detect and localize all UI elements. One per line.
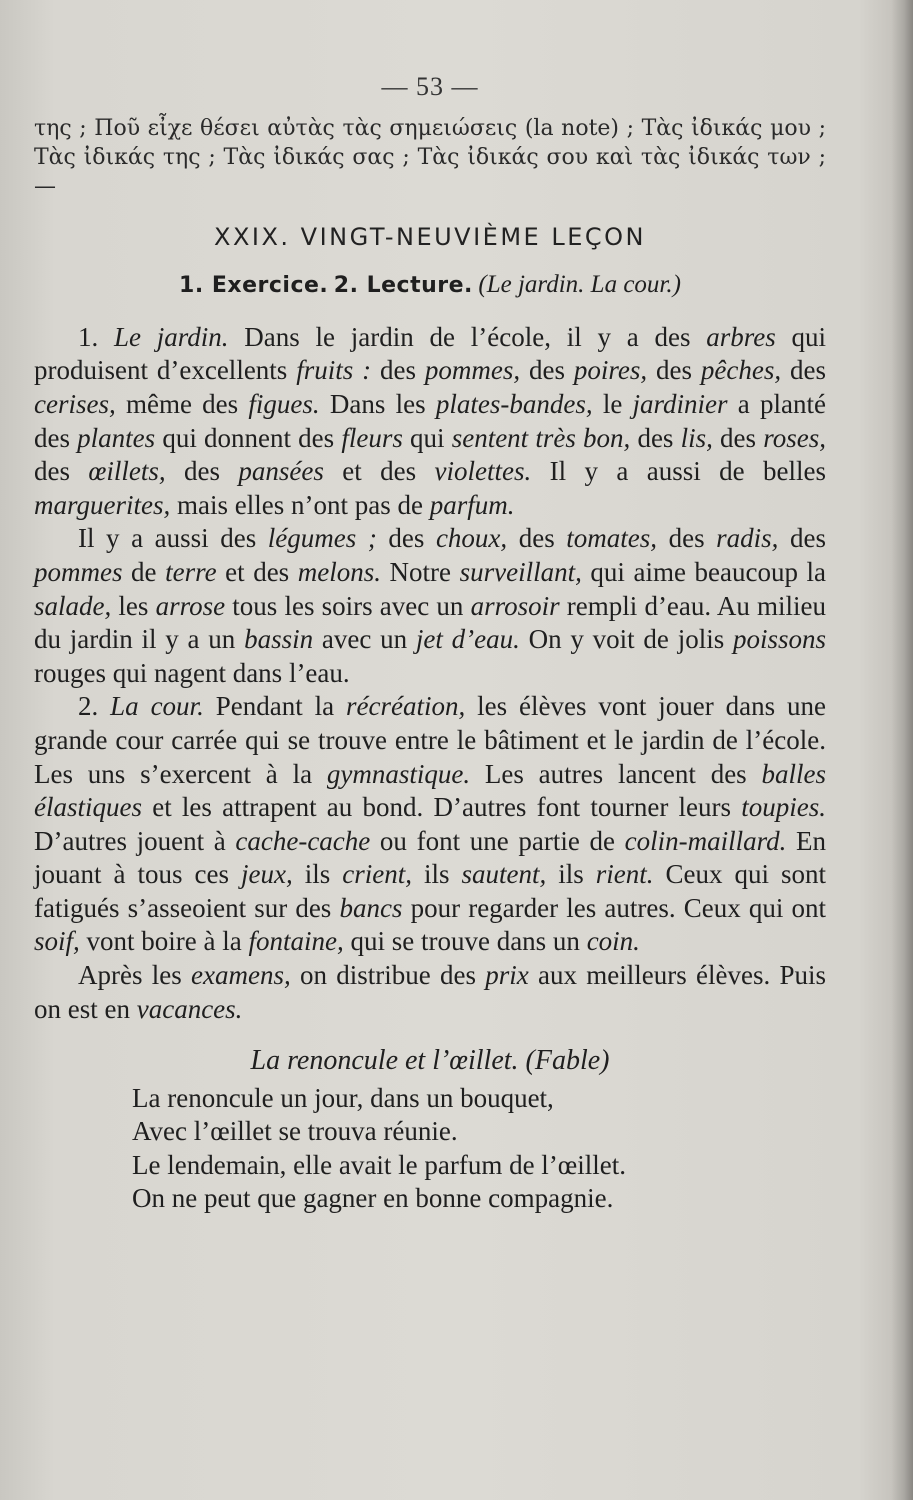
vocab-term: marguerites,: [34, 489, 171, 520]
vocab-term: plantes: [77, 422, 156, 453]
paragraph-number: 2.: [78, 691, 111, 722]
vocab-term: roses,: [763, 422, 826, 453]
body-text: D’autres jouent à: [34, 825, 236, 856]
vocab-term: jardinier: [632, 388, 728, 419]
body-text: ou font une partie de: [370, 825, 625, 856]
vocab-term: La cour.: [110, 691, 204, 722]
body-text: et les attrapent au bond. D’autres font tourner leurs: [142, 792, 742, 823]
vocab-term: récréation,: [346, 691, 466, 722]
vocab-term: toupies.: [741, 792, 826, 823]
body-text: des: [712, 422, 764, 453]
body-text: rempli d’eau. Au milieu du jardin il y a un: [34, 590, 826, 655]
body-text: ils: [411, 859, 462, 890]
vocab-term: fleurs: [341, 422, 403, 453]
paragraph-legumes: [34, 522, 826, 690]
paragraph-vacances: [34, 959, 826, 1026]
body-text: aux meilleurs élèves. Puis on est en: [34, 960, 826, 1024]
body-text: des: [778, 523, 826, 554]
vocab-term: bancs: [339, 892, 403, 923]
body-text: même des: [115, 388, 249, 419]
body-text: et des: [323, 456, 435, 487]
body-text: des: [630, 422, 681, 453]
vocab-term: jeux,: [240, 859, 293, 890]
vocab-term: arrosoir: [470, 590, 560, 621]
body-text: qui aime beaucoup la: [581, 556, 826, 587]
vocab-term: fruits :: [296, 355, 372, 386]
body-text: des: [165, 456, 239, 487]
vocab-term: salade,: [34, 590, 112, 621]
body-text: mais elles n’ont pas de: [170, 489, 430, 520]
body-text: des: [647, 355, 701, 386]
vocab-term: prix: [485, 960, 529, 991]
paragraph-jardin: [34, 321, 826, 523]
vocab-term: vacances.: [136, 993, 243, 1024]
body-text: le: [592, 388, 633, 419]
vocab-term: pêches,: [700, 355, 782, 386]
body-text: Les autres lancent des: [470, 758, 762, 789]
paragraph-number: 1.: [78, 321, 115, 352]
body-text: qui: [402, 422, 452, 453]
verse-line: On ne peut que gagner en bonne compagnie.: [132, 1183, 614, 1214]
vocab-term: plates-bandes,: [435, 388, 593, 419]
exercise-label: 1. Exercice.: [179, 273, 329, 299]
body-text: Il y a aussi des: [78, 523, 268, 554]
body-text: des: [507, 523, 567, 554]
page-content: [34, 70, 826, 1216]
exercise-line: [34, 268, 826, 303]
vocab-term: poissons: [732, 624, 826, 655]
vocab-term: figues.: [248, 388, 320, 419]
vocab-term: tomates,: [566, 523, 658, 554]
page-number: — 53 —: [381, 72, 479, 101]
body-text: rouges qui nagent dans l’eau.: [34, 657, 350, 688]
vocab-term: melons.: [297, 556, 381, 587]
page-edge-shadow: [891, 0, 913, 1500]
body-text: ils: [546, 859, 596, 890]
fable-title: La renoncule et l’œillet. (Fable): [250, 1045, 610, 1077]
body-text: avec un: [313, 624, 416, 655]
body-text: qui produisent d’excellents: [34, 321, 826, 386]
vocab-term: surveillant,: [459, 556, 582, 587]
vocab-term: œillets,: [88, 456, 166, 487]
vocab-term: arrose: [155, 590, 226, 621]
vocab-term: parfum.: [429, 489, 515, 520]
lesson-title: XXIX. VINGT-NEUVIÈME LEÇON: [214, 222, 646, 251]
body-text: En jouant à tous ces: [34, 825, 826, 890]
vocab-term: jet d’eau.: [415, 624, 520, 655]
body-text: vont boire à la: [79, 926, 249, 957]
vocab-term: gymnastique.: [326, 758, 471, 789]
vocab-term: poires,: [573, 355, 648, 386]
vocab-term: cerises,: [34, 388, 116, 419]
vocab-term: balles élastiques: [34, 758, 826, 823]
lecture-subtitle: (Le jardin. La cour.): [478, 271, 681, 299]
verse-line: Avec l’œillet se trouva réunie.: [132, 1116, 458, 1147]
vocab-term: radis,: [716, 523, 779, 554]
body-text: des: [781, 355, 826, 386]
vocab-term: choux,: [435, 523, 508, 554]
lecture-label: 2. Lecture.: [333, 273, 473, 299]
vocab-term: crient,: [342, 859, 412, 890]
vocab-term: examens,: [191, 960, 291, 991]
vocab-term: fontaine,: [248, 926, 344, 957]
body-text: des: [34, 456, 89, 487]
vocab-term: rient.: [595, 859, 654, 890]
vocab-term: pansées: [238, 456, 324, 487]
paragraph-cour: [34, 690, 826, 959]
vocab-term: coin.: [586, 926, 640, 957]
body-text: pour regarder les autres. Ceux qui ont: [402, 892, 826, 923]
body-text: des: [657, 523, 717, 554]
vocab-term: colin-maillard.: [624, 825, 787, 856]
body-text: des: [520, 355, 574, 386]
body-text: qui se trouve dans un: [343, 926, 587, 957]
body-text: des: [371, 355, 425, 386]
verse-line: La renoncule un jour, dans un bouquet,: [132, 1082, 554, 1113]
body-text: On y voit de jolis: [519, 624, 733, 655]
body-text: Notre: [381, 556, 460, 587]
body-text: Dans les: [319, 388, 436, 419]
body-text: des: [376, 523, 436, 554]
vocab-term: pommes: [34, 556, 123, 587]
vocab-term: Le jardin.: [114, 321, 229, 352]
verse-line: Le lendemain, elle avait le parfum de l’œillet.: [132, 1149, 627, 1180]
vocab-term: bassin: [244, 624, 314, 655]
vocab-term: lis,: [680, 422, 713, 453]
body-text: on distribue des: [290, 960, 486, 991]
body-text: Pendant la: [203, 691, 346, 722]
body-text: ils: [292, 859, 343, 890]
greek-exercise-text: της ; Ποῦ εἶχε θέσει αὐτὰς τὰς σημειώσεις (la note) ; Τὰς ἰδικάς μου ; Τὰς ἰδικάς της ; Τὰς ἰδικάς σας ; Τὰς ἰδικάς σου καὶ τὰς ἰδικάς των ;—: [34, 115, 826, 199]
vocab-term: soif,: [34, 926, 80, 957]
body-text: Il y a aussi de belles: [531, 456, 826, 487]
body-text: a planté des: [34, 388, 826, 453]
vocab-term: sautent,: [461, 859, 547, 890]
vocab-term: arbres: [706, 321, 776, 352]
body-text: qui donnent des: [155, 422, 342, 453]
vocab-term: pommes,: [424, 355, 521, 386]
body-text: les élèves vont jouer dans une grande cour carrée qui se trouve entre le bâtiment et le jardin de l’école. Les uns s’exercent à la: [34, 691, 827, 789]
vocab-term: violettes.: [434, 456, 532, 487]
body-text: Après les: [78, 960, 191, 991]
body-text: tous les soirs avec un: [225, 590, 471, 621]
body-text: de: [122, 556, 166, 587]
body-text: les: [111, 590, 156, 621]
vocab-term: terre: [165, 556, 217, 587]
fable-verse: [132, 1082, 826, 1216]
vocab-term: sentent très bon,: [451, 422, 631, 453]
body-text: Ceux qui sont fatigués s’asseoient sur des: [34, 859, 826, 923]
body-text: et des: [216, 556, 298, 587]
body-text: Dans le jardin de l’école, il y a des: [228, 321, 707, 352]
vocab-term: cache-cache: [235, 825, 371, 856]
vocab-term: légumes ;: [267, 523, 377, 554]
